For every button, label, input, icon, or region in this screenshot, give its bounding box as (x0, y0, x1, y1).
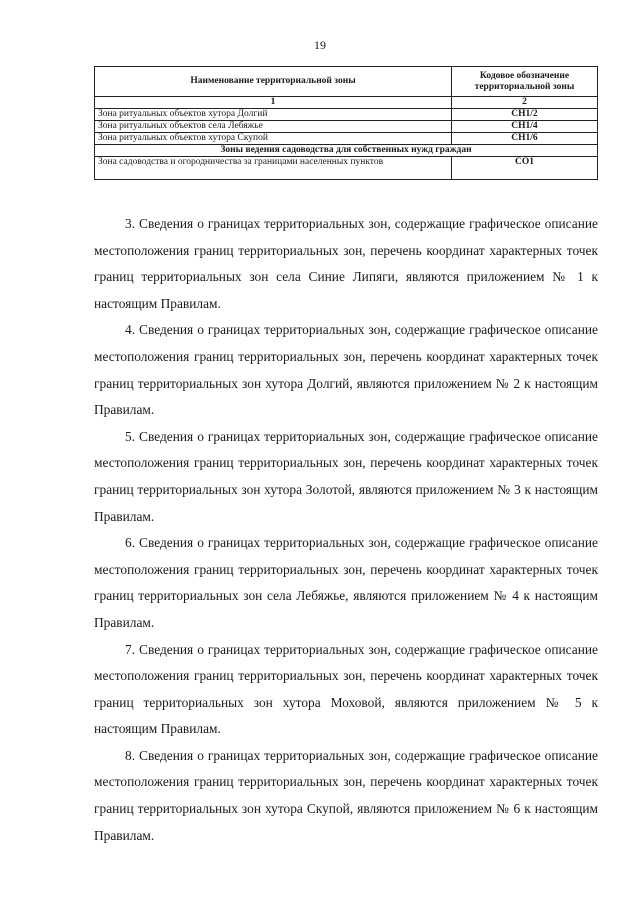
paragraph-3: 3. Сведения о границах территориальных зон, содержащие графическое описание местоположения границ территориальных зон, перечень координат характерных точек границ территориальных зон села Синие Липяги, являются приложением № 1 к настоящим Правилам. (94, 216, 598, 311)
zone-code-cell: СН1/2 (452, 109, 598, 121)
paragraph-8: 8. Сведения о границах территориальных зон, содержащие графическое описание местоположения границ территориальных зон, перечень координат характерных точек границ территориальных зон хутора Скупой, являются приложением № 6 к настоящим Правилам. (94, 747, 598, 843)
body-text (94, 211, 598, 849)
paragraph-6: 6. Сведения о границах территориальных зон, содержащие графическое описание местоположения границ территориальных зон, перечень координат характерных точек границ территориальных зон села Лебяжье, являются приложением № 4 к настоящим Правилам. (94, 535, 598, 630)
zone-code-cell: СО1 (452, 157, 598, 180)
section-row (95, 145, 598, 157)
table-row (95, 157, 598, 180)
zone-name-cell: Зона ритуальных объектов хутора Скупой (95, 133, 452, 145)
section-title: Зоны ведения садоводства для собственных нужд граждан (95, 145, 598, 157)
zone-name-cell: Зона садоводства и огородничества за границами населенных пунктов (95, 157, 452, 180)
table-row (95, 133, 598, 145)
zone-name-cell: Зона ритуальных объектов хутора Долгий (95, 109, 452, 121)
header-zone-name: Наименование территориальной зоны (95, 67, 452, 97)
zones-table (94, 66, 598, 180)
paragraph-5: 5. Сведения о границах территориальных зон, содержащие графическое описание местоположения границ территориальных зон, перечень координат характерных точек границ территориальных зон хутора Золотой, являются приложением № 3 к настоящим Правилам. (94, 428, 598, 524)
paragraph-4: 4. Сведения о границах территориальных зон, содержащие графическое описание местоположения границ территориальных зон, перечень координат характерных точек границ территориальных зон хутора Долгий, являются приложением № 2 к настоящим Правилам. (94, 322, 598, 418)
zone-name-cell: Зона ритуальных объектов села Лебяжье (95, 121, 452, 133)
table-header-row (95, 67, 598, 97)
column-number-row (95, 97, 598, 109)
zone-code-cell: СН1/6 (452, 133, 598, 145)
zone-code-cell: СН1/4 (452, 121, 598, 133)
column-number-1: 1 (95, 97, 452, 109)
column-number-2: 2 (452, 97, 598, 109)
table-row (95, 121, 598, 133)
table-row (95, 109, 598, 121)
page-number: 19 (314, 38, 326, 52)
header-zone-code: Кодовое обозначение территориальной зоны (452, 67, 598, 97)
paragraph-7: 7. Сведения о границах территориальных зон, содержащие графическое описание местоположения границ территориальных зон, перечень координат характерных точек границ территориальных зон хутора Моховой, являются приложением № 5 к настоящим Правилам. (94, 641, 598, 737)
